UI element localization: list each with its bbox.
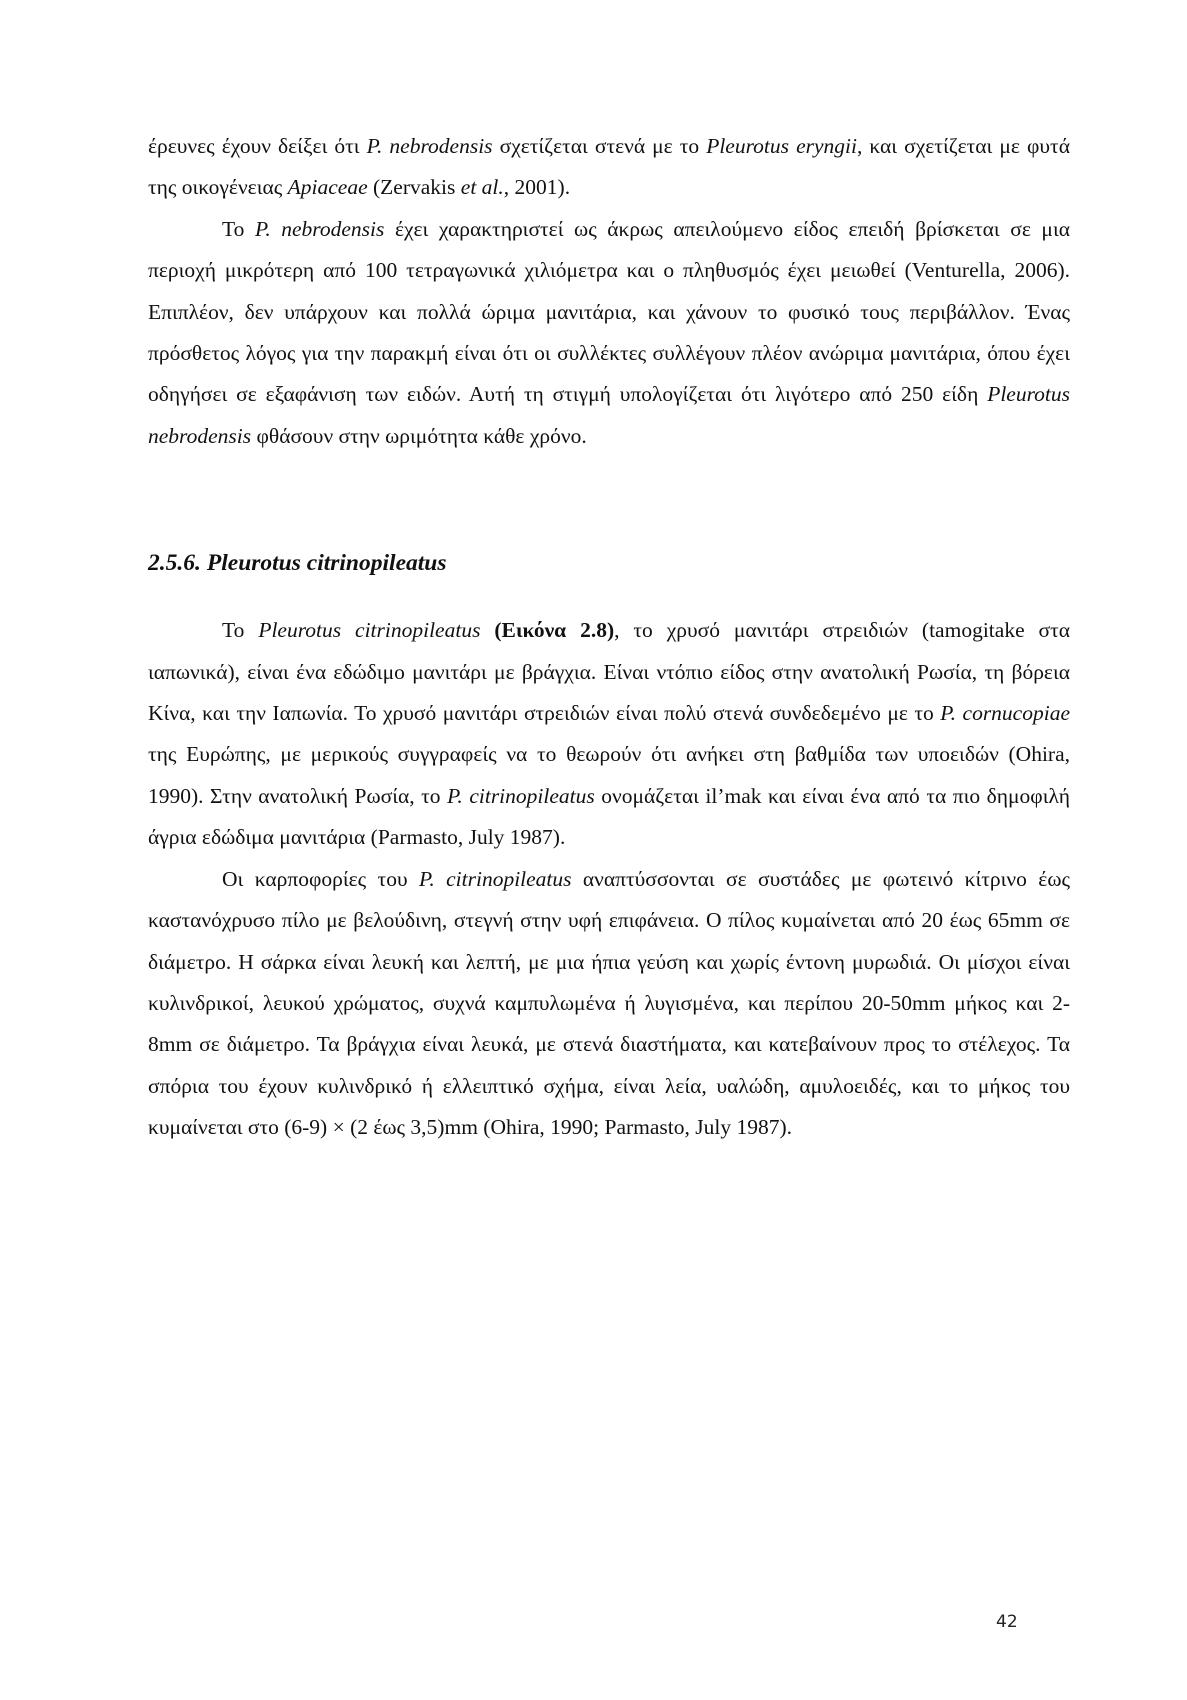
species-name: P. nebrodensis <box>366 134 493 158</box>
page-number: 42 <box>996 1612 1018 1632</box>
paragraph-citrinopileatus-intro: Το Pleurotus citrinopileatus (Εικόνα 2.8), το χρυσό μανιτάρι στρειδιών (tamogitake στα ιαπωνικά), είναι ένα εδώδιμο μανιτάρι με βράγχια. Είναι ντόπιο είδος στην ανατολική Ρωσία, τη βόρεια Κίνα, και την Ιαπωνία. Το χρυσό μανιτάρι στρειδιών είναι πολύ στενά συνδεδεμένο με το P. cornucopiae της Ευρώπης, με μερικούς συγγραφείς να το θεωρούν ότι ανήκει στη βαθμίδα των υποειδών (Ohira, 1990). Στην ανατολική Ρωσία, το P. citrinopileatus ονομάζεται il’mak και είναι ένα από τα πιο δημοφιλή άγρια εδώδιμα μανιτάρια (Parmasto, July 1987). <box>148 618 1071 850</box>
species-name: Pleurotus eryngii <box>706 134 857 158</box>
species-name: P. nebrodensis <box>254 216 385 241</box>
section-heading <box>148 543 1070 584</box>
section-title: Pleurotus citrinopileatus <box>206 550 447 577</box>
paragraph-nebrodensis-threat: Το P. nebrodensis έχει χαρακτηριστεί ως άκρως απειλούμενο είδος επειδή βρίσκεται σε μια περιοχή μικρότερη από 100 τετραγωνικά χιλιόμετρα και ο πληθυσμός έχει μειωθεί (Venturella, 2006). Επιπλέον, δεν υπάρχουν και πολλά ώριμα μανιτάρια, και χάνουν το φυσικό τους περιβάλλον. Ένας πρόσθετος λόγος για την παρακμή είναι ότι οι συλλέκτες συλλέγουν πλέον ανώριμα μανιτάρια, όπου έχει οδηγήσει σε εξαφάνιση των ειδών. Αυτή τη στιγμή υπολογίζεται ότι λιγότερο από 250 είδη Pleurotus nebrodensis φθάσουν στην ωριμότητα κάθε χρόνο. <box>148 216 1070 448</box>
citation-etal: et al. <box>460 175 504 200</box>
species-name: Pleurotus nebrodensis <box>148 382 1070 448</box>
paragraph-nebrodensis-relation: έρευνες έχουν δείξει ότι P. nebrodensis σχετίζεται στενά με το Pleurotus eryngii, και σχετίζεται με φυτά της οικογένειας Apiaceae (Zervakis et al., 2001). <box>148 134 1070 200</box>
species-name: P. cornucopiae <box>940 701 1070 726</box>
family-name: Apiaceae <box>287 175 368 200</box>
section-number: 2.5.6. <box>148 550 201 577</box>
species-name: Pleurotus citrinopileatus <box>258 618 481 643</box>
species-name: P. citrinopileatus <box>418 866 572 891</box>
paragraph-citrinopileatus-description: Οι καρποφορίες του P. citrinopileatus αναπτύσσονται σε συστάδες με φωτεινό κίτρινο έως καστανόχρυσο πίλο με βελούδινη, στεγνή στην υφή επιφάνεια. Ο πίλος κυμαίνεται από 20 έως 65mm σε διάμετρο. Η σάρκα είναι λευκή και λεπτή, με μια ήπια γεύση και χωρίς έντονη μυρωδιά. Οι μίσχοι είναι κυλινδρικοί, λευκού χρώματος, συχνά καμπυλωμένα ή λυγισμένα, και περίπου 20-50mm μήκος και 2-8mm σε διάμετρο. Τα βράγχια είναι λευκά, με στενά διαστήματα, και κατεβαίνουν προς το στέλεχος. Τα σπόρια του έχουν κυλινδρικό ή ελλειπτικό σχήμα, είναι λεία, υαλώδη, αμυλοειδές, και το μήκος του κυμαίνεται στο (6-9) × (2 έως 3,5)mm (Ohira, 1990; Parmasto, July 1987). <box>148 866 1070 1140</box>
species-name: P. citrinopileatus <box>447 783 595 808</box>
figure-reference: (Εικόνα 2.8) <box>480 618 615 643</box>
page-body <box>148 126 1070 1149</box>
